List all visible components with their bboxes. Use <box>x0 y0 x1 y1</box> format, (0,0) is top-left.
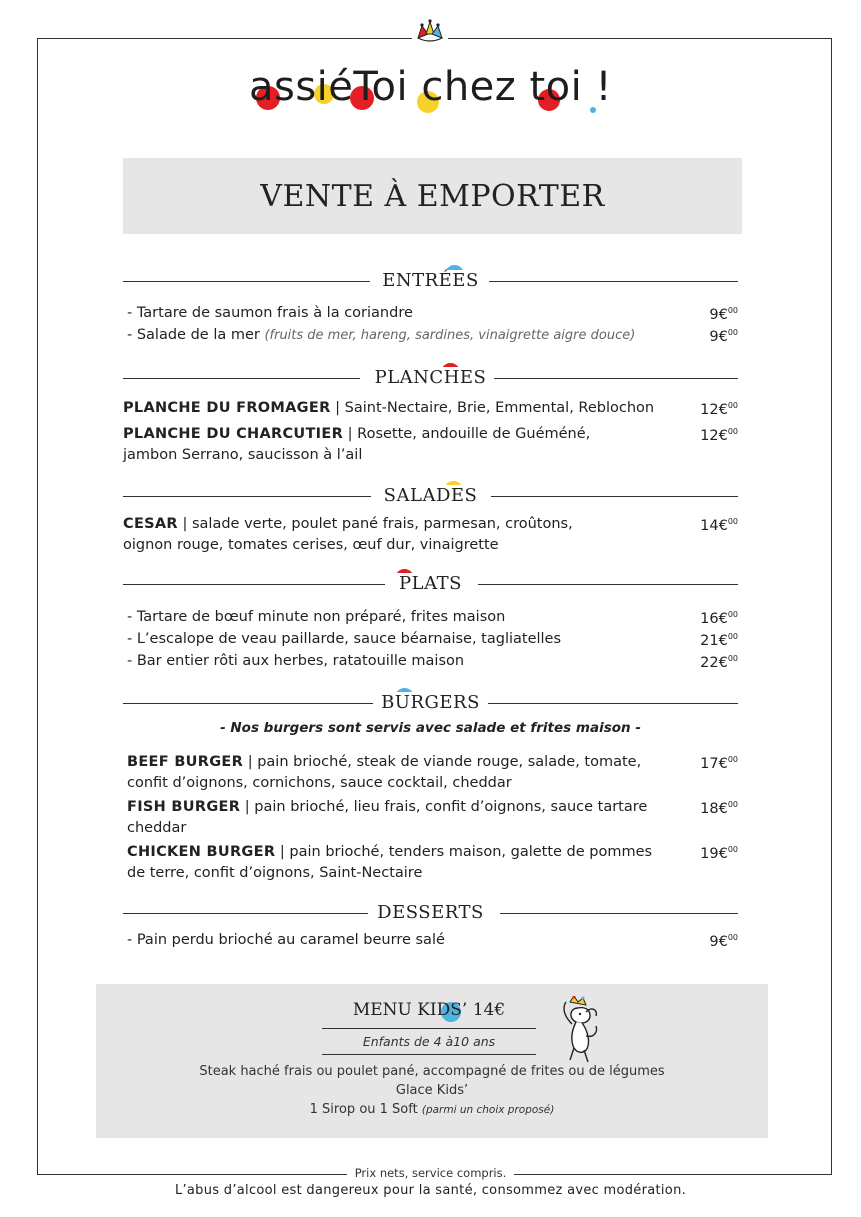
item-price: 12€$^{00}$ <box>700 427 738 444</box>
section-title-burgers: BURGERS <box>373 692 488 713</box>
section-title-salades: SALADES <box>376 485 486 506</box>
item-price: 9€$^{00}$ <box>709 328 738 345</box>
section-title-planches: PLANCHES <box>367 367 495 388</box>
kids-menu-line: Steak haché frais ou poulet pané, accompagné de frites ou de légumes <box>199 1064 665 1079</box>
item-price: 17€$^{00}$ <box>700 755 738 772</box>
section-header-planches <box>123 366 738 390</box>
item-name: - Tartare de bœuf minute non préparé, frites maison <box>127 609 506 625</box>
item-name: - Tartare de saumon frais à la coriandre <box>127 305 413 321</box>
kids-menu-note: (parmi un choix proposé) <box>421 1104 555 1116</box>
item-price: 21€$^{00}$ <box>700 632 738 649</box>
item-price: 12€$^{00}$ <box>700 401 738 418</box>
kids-menu-box <box>96 984 768 1138</box>
page-title: VENTE À EMPORTER <box>260 178 605 214</box>
item-name: CESAR | salade verte, poulet pané frais, parmesan, croûtons, oignon rouge, tomates cerises, œuf dur, vinaigrette <box>123 516 573 553</box>
jester-hat-icon <box>412 18 448 44</box>
item-name: PLANCHE DU CHARCUTIER | Rosette, andouille de Guéméné, jambon Serrano, saucisson à l’ail <box>123 426 591 463</box>
item-price: 14€$^{00}$ <box>700 517 738 534</box>
item-detail: (fruits de mer, hareng, sardines, vinaigrette aigre douce) <box>264 328 636 343</box>
burgers-note: - Nos burgers sont servis avec salade et frites maison - <box>220 720 641 736</box>
section-title-entrees: ENTRÉES <box>374 270 487 291</box>
item-price: 9€$^{00}$ <box>709 306 738 323</box>
item-name: - Bar entier rôti aux herbes, ratatouille maison <box>127 653 465 669</box>
item-name: - L’escalope de veau paillarde, sauce béarnaise, tagliatelles <box>127 631 562 647</box>
section-title-plats: PLATS <box>391 573 470 594</box>
item-price: 22€$^{00}$ <box>700 654 738 671</box>
item-price: 18€$^{00}$ <box>700 800 738 817</box>
item-price: 19€$^{00}$ <box>700 845 738 862</box>
section-header-burgers <box>123 691 738 715</box>
item-name: - Salade de la mer (fruits de mer, hareng, sardines, vinaigrette aigre douce) <box>127 327 636 343</box>
section-header-entrees <box>123 269 738 293</box>
section-title-desserts: DESSERTS <box>369 902 492 923</box>
section-header-salades <box>123 484 738 508</box>
footer-alcohol-warning: L’abus d’alcool est dangereux pour la santé, consommez avec modération. <box>174 1183 687 1198</box>
brand-logo-text: assiéToi chez toi ! <box>248 64 613 110</box>
monkey-mascot-icon <box>556 996 604 1068</box>
kids-menu-line: Glace Kids’ <box>395 1083 469 1098</box>
footer-prices-note: Prix nets, service compris. <box>0 1166 861 1180</box>
item-price: 9€$^{00}$ <box>709 933 738 950</box>
item-name: BEEF BURGER | pain brioché, steak de viande rouge, salade, tomate, confit d’oignons, cornichons, sauce cocktail, cheddar <box>127 754 642 791</box>
item-name: PLANCHE DU FROMAGER | Saint-Nectaire, Brie, Emmental, Reblochon <box>123 400 655 416</box>
title-banner <box>123 158 742 234</box>
section-header-plats <box>123 572 738 596</box>
kids-menu-line: 1 Sirop ou 1 Soft (parmi un choix proposé) <box>309 1102 555 1117</box>
item-price: 16€$^{00}$ <box>700 610 738 627</box>
section-header-desserts <box>123 901 738 925</box>
brand-logo <box>0 64 861 110</box>
kids-menu-title: MENU KIDS’ 14€ <box>352 1000 506 1020</box>
kids-menu-subtitle: Enfants de 4 à10 ans <box>362 1034 496 1049</box>
item-name: CHICKEN BURGER | pain brioché, tenders maison, galette de pommes de terre, confit d’oignons, Saint-Nectaire <box>127 844 653 881</box>
item-name: - Pain perdu brioché au caramel beurre salé <box>127 932 445 948</box>
item-name: FISH BURGER | pain brioché, lieu frais, confit d’oignons, sauce tartare cheddar <box>127 799 648 836</box>
